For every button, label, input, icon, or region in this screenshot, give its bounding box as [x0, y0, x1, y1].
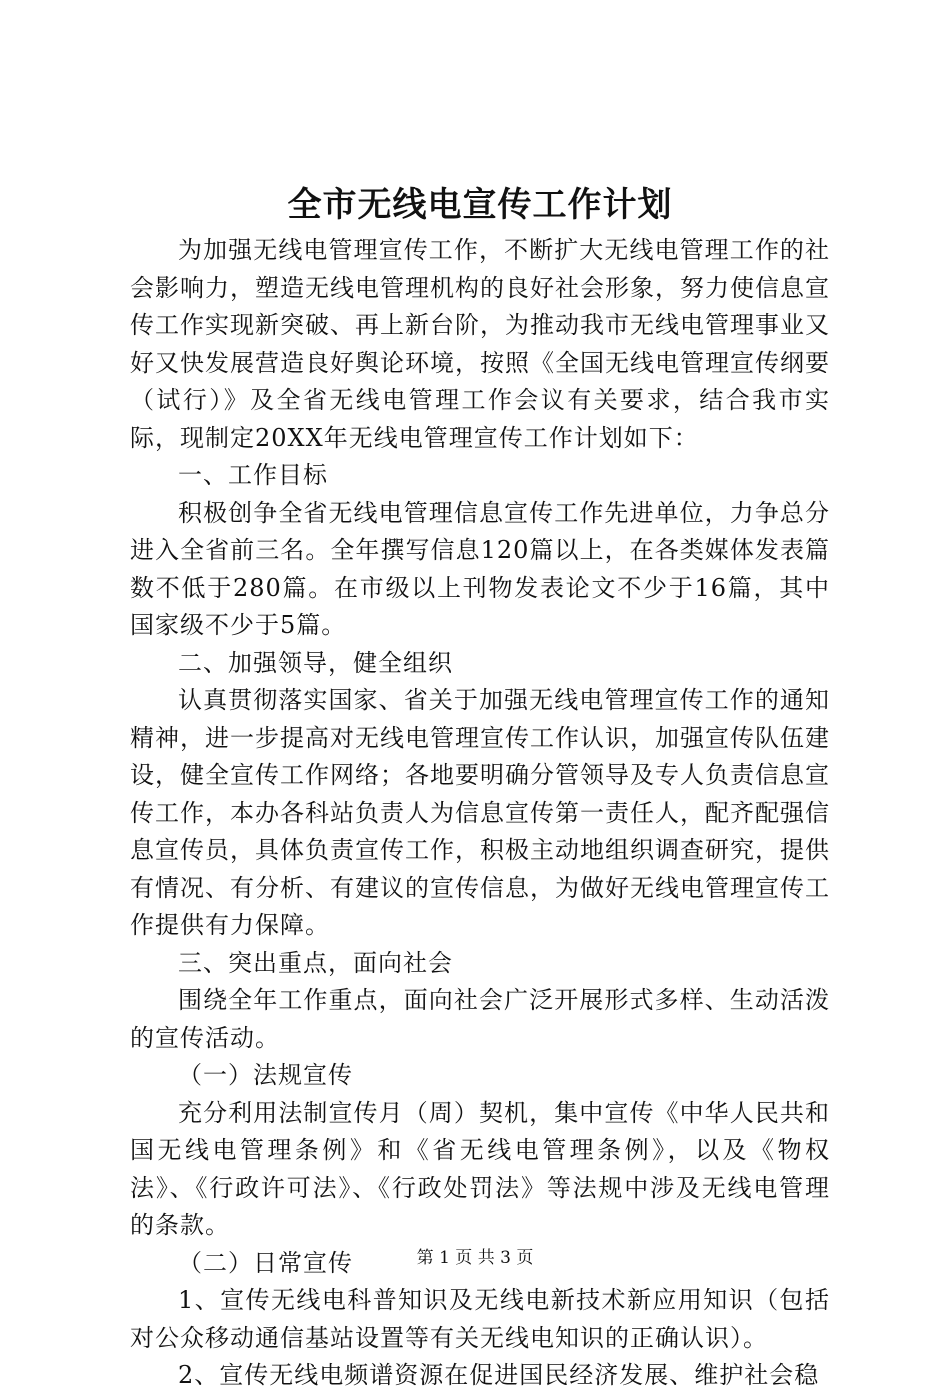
subsection-paragraph-regulations: 充分利用法制宣传月（周）契机，集中宣传《中华人民共和国无线电管理条例》和《省无线电管理条例》，以及《物权法》、《行政许可法》、《行政处罚法》等法规中涉及无线电管理的条款。 [130, 1098, 830, 1239]
page-footer: 第 1 页 共 3 页 [416, 1248, 534, 1268]
section-paragraph-focus: 围绕全年工作重点，面向社会广泛开展形式多样、生动活泼的宣传活动。 [130, 986, 830, 1052]
section-paragraph-goals: 积极创争全省无线电管理信息宣传工作先进单位，力争总分进入全省前三名。全年撰写信息120篇以上，在各类媒体发表篇数不低于280篇。在市级以上刊物发表论文不少于16篇，其中国家级不少于5篇。 [130, 498, 830, 639]
section-paragraph-leadership: 认真贯彻落实国家、省关于加强无线电管理宣传工作的通知精神，进一步提高对无线电管理宣传工作认识，加强宣传队伍建设，健全宣传工作网络；各地要明确分管领导及专人负责信息宣传工作，本办各科站负责人为信息宣传第一责任人，配齐配强信息宣传员，具体负责宣传工作，积极主动地组织调查研究，提供有情况、有分析、有建议的宣传信息，为做好无线电管理宣传工作提供有力保障。 [130, 686, 830, 939]
list-item-1: 1、宣传无线电科普知识及无线电新技术新应用知识（包括对公众移动通信基站设置等有关无线电知识的正确认识）。 [130, 1286, 830, 1352]
document-title: 全市无线电宣传工作计划 [287, 185, 673, 225]
document-page [130, 180, 830, 1395]
intro-paragraph: 为加强无线电管理宣传工作，不断扩大无线电管理工作的社会影响力，塑造无线电管理机构的良好社会形象，努力使信息宣传工作实现新突破、再上新台阶，为推动我市无线电管理事业又好又快发展营造良好舆论环境，按照《全国无线电管理宣传纲要（试行）》及全省无线电管理工作会议有关要求，结合我市实际，现制定20XX年无线电管理宣传工作计划如下： [130, 236, 830, 452]
section-heading-focus: 三、突出重点，面向社会 [178, 948, 453, 977]
list-item-2: 2、宣传无线电频谱资源在促进国民经济发展、维护社会稳 [178, 1361, 820, 1389]
section-heading-goals: 一、工作目标 [178, 461, 328, 489]
subsection-heading-regulations: （一）法规宣传 [178, 1061, 353, 1089]
subsection-heading-daily: （二）日常宣传 [178, 1248, 353, 1277]
section-heading-leadership: 二、加强领导，健全组织 [178, 648, 453, 677]
